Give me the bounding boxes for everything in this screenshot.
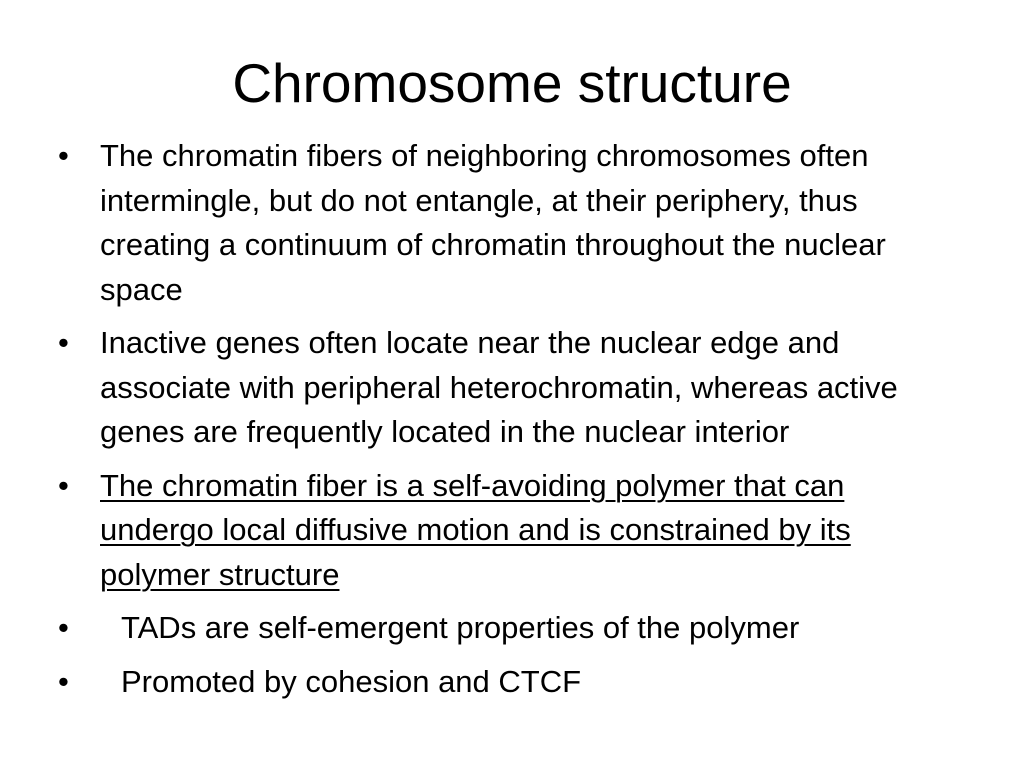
bullet-text: Inactive genes often locate near the nuclear edge and associate with peripheral heterochromatin, whereas active genes are frequently located in the nuclear interior	[100, 325, 898, 449]
bullet-text-underlined: The chromatin fiber is a self-avoiding polymer that can undergo local diffusive motion and is constrained by its polymer structure	[100, 467, 851, 592]
bullet-text: TADs are self-emergent properties of the polymer	[121, 610, 800, 645]
bullet-item	[58, 660, 948, 705]
bullet-item	[58, 606, 948, 651]
bullet-text: Promoted by cohesion and CTCF	[121, 663, 582, 699]
bullet-marker: •	[58, 663, 69, 699]
bullet-marker: •	[58, 138, 69, 173]
bullet-marker: •	[58, 467, 69, 503]
bullet-item	[58, 464, 948, 598]
bullet-marker: •	[58, 325, 69, 360]
bullet-item	[58, 134, 948, 312]
bullet-list	[58, 134, 948, 713]
slide-title: Chromosome structure	[232, 52, 792, 114]
bullet-item	[58, 321, 948, 455]
bullet-text: The chromatin fibers of neighboring chromosomes often intermingle, but do not entangle, at their periphery, thus creating a continuum of chromatin throughout the nuclear space	[100, 138, 886, 307]
bullet-marker: •	[58, 610, 69, 645]
